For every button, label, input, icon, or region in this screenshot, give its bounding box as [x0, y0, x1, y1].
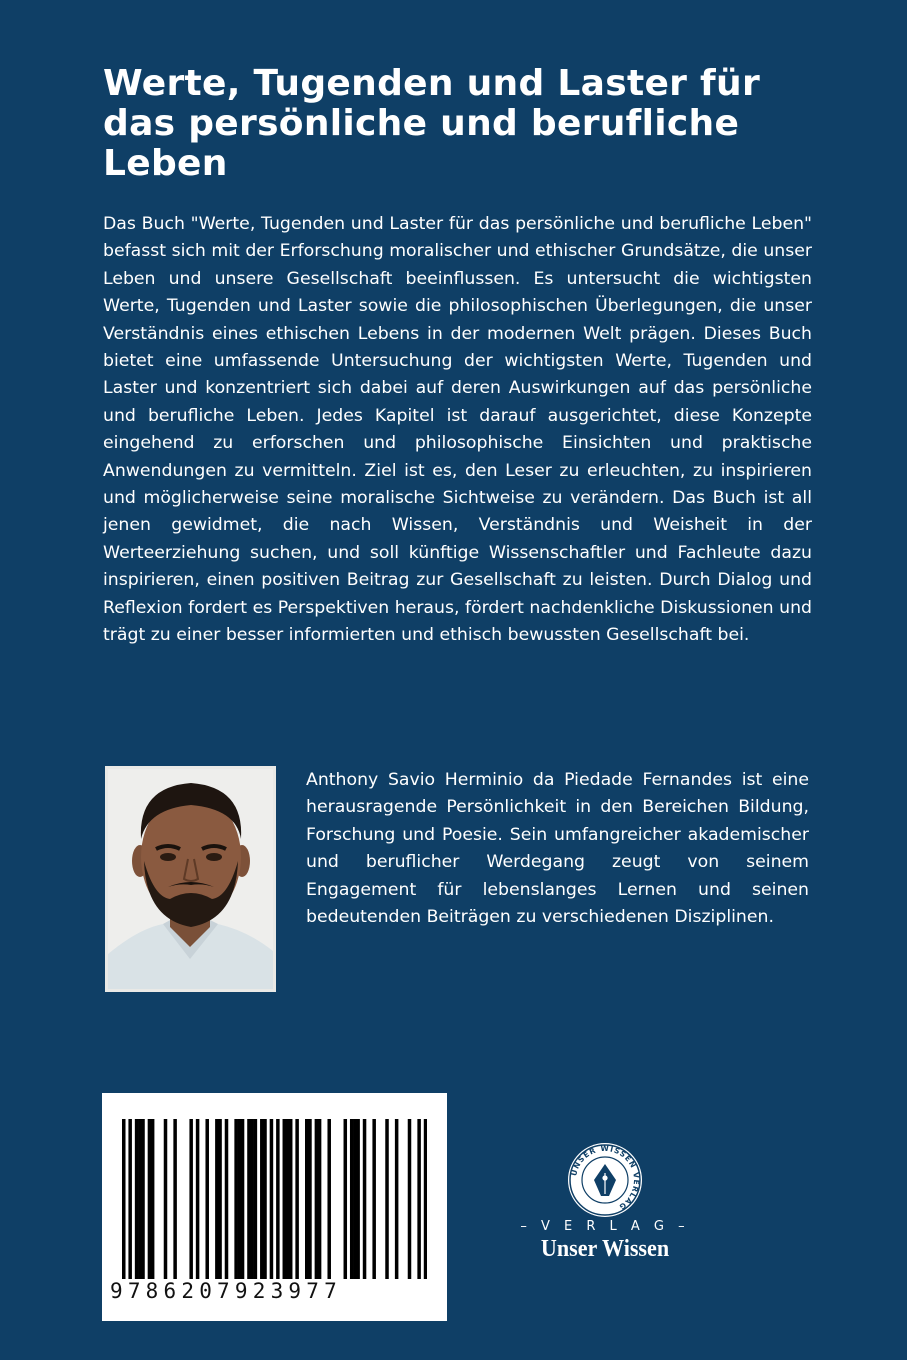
barcode-bar	[408, 1119, 412, 1279]
barcode-bar	[424, 1119, 427, 1279]
barcode-bar	[250, 1119, 254, 1279]
barcode-bar	[254, 1119, 258, 1279]
barcode-bar	[385, 1119, 389, 1279]
barcode-bar	[372, 1119, 376, 1279]
barcode-bar	[141, 1119, 145, 1279]
barcode-bar	[173, 1119, 177, 1279]
barcode-bar	[225, 1119, 229, 1279]
barcode-bar	[344, 1119, 348, 1279]
barcode-bar	[318, 1119, 322, 1279]
barcode-bar	[189, 1119, 193, 1279]
barcode-bar	[138, 1119, 142, 1279]
isbn-number: 9786207923977	[110, 1279, 342, 1303]
barcode-bar	[122, 1119, 126, 1279]
barcode-bar	[327, 1119, 331, 1279]
barcode-bar	[305, 1119, 309, 1279]
barcode-bar	[295, 1119, 299, 1279]
barcode-bar	[308, 1119, 312, 1279]
barcode-bar	[205, 1119, 209, 1279]
barcode-bar	[289, 1119, 293, 1279]
publisher-emblem	[520, 1140, 690, 1220]
barcode-bar	[196, 1119, 200, 1279]
barcode-bar	[135, 1119, 139, 1279]
book-title: Werte, Tugenden und Laster für das persönliche und berufliche Leben	[103, 63, 760, 184]
barcode-bar	[247, 1119, 251, 1279]
barcode-bar	[276, 1119, 280, 1279]
barcode-bar	[128, 1119, 132, 1279]
barcode-bar	[417, 1119, 421, 1279]
barcode-bar	[363, 1119, 367, 1279]
barcode-bar	[283, 1119, 287, 1279]
barcode-bar	[238, 1119, 242, 1279]
book-description: Das Buch "Werte, Tugenden und Laster für das persönliche und berufliche Leben" befasst sich mit der Erforschung moralischer und ethischer Grundsätze, die unser Leben und unsere Gesellschaft beeinflussen. Es untersucht die wichtigsten Werte, Tugenden und Laster sowie die philosophischen Überlegungen, die unser Verständnis eines ethischen Lebens in der modernen Welt prägen. Dieses Buch bietet eine umfassende Untersuchung der wichtigsten Werte, Tugenden und Laster und konzentriert sich dabei auf deren Auswirkungen auf das persönliche und berufliche Leben. Jedes Kapitel ist darauf ausgerichtet, diese Konzepte eingehend zu erforschen und philosophische Einsichten und praktische Anwendungen zu vermitteln. Ziel ist es, den Leser zu erleuchten, zu inspirieren und möglicherweise seine moralische Sichtweise zu verändern. Das Buch ist all jenen gewidmet, die nach Wissen, Verständnis und Weisheit in der Werteerziehung suchen, und soll künftige Wissenschaftler und Fachleute dazu inspirieren, einen positiven Beitrag zur Gesellschaft zu leisten. Durch Dialog und Reflexion fordert es Perspektiven heraus, fördert nachdenkliche Diskussionen und trägt zu einer besser informierten und ethisch bewussten Gesellschaft bei.	[103, 214, 812, 646]
barcode-bar	[356, 1119, 360, 1279]
barcode-bar	[286, 1119, 290, 1279]
barcode-bar	[218, 1119, 222, 1279]
barcode-bar	[148, 1119, 152, 1279]
publisher-logo	[520, 1140, 690, 1270]
barcode-bar	[241, 1119, 245, 1279]
barcode-bar	[263, 1119, 267, 1279]
author-bio: Anthony Savio Herminio da Piedade Fernandes ist eine herausragende Persönlichkeit in den Bereichen Bildung, Forschung und Poesie. Sein umfangreicher akademischer und beruflicher Werdegang zeugt von seinem Engagement für lebenslanges Lernen und seinen bedeutenden Beiträgen zu verschiedenen Disziplinen.	[306, 770, 809, 928]
publisher-label: – V E R L A G –	[520, 1219, 690, 1234]
barcode-bar	[353, 1119, 357, 1279]
publisher-ring-text: UNSER WISSEN VERLAG	[569, 1143, 642, 1212]
author-photo	[105, 766, 276, 992]
barcode-bar	[234, 1119, 238, 1279]
barcode-bar	[260, 1119, 264, 1279]
barcode-bar	[151, 1119, 155, 1279]
barcode-panel	[102, 1093, 447, 1321]
barcode-bar	[164, 1119, 168, 1279]
isbn-barcode	[122, 1119, 427, 1279]
barcode-bar	[395, 1119, 399, 1279]
barcode-bar	[315, 1119, 319, 1279]
barcode-bar	[215, 1119, 219, 1279]
publisher-name: Unser Wissen	[540, 1236, 670, 1262]
barcode-bar	[350, 1119, 354, 1279]
barcode-bar	[270, 1119, 274, 1279]
